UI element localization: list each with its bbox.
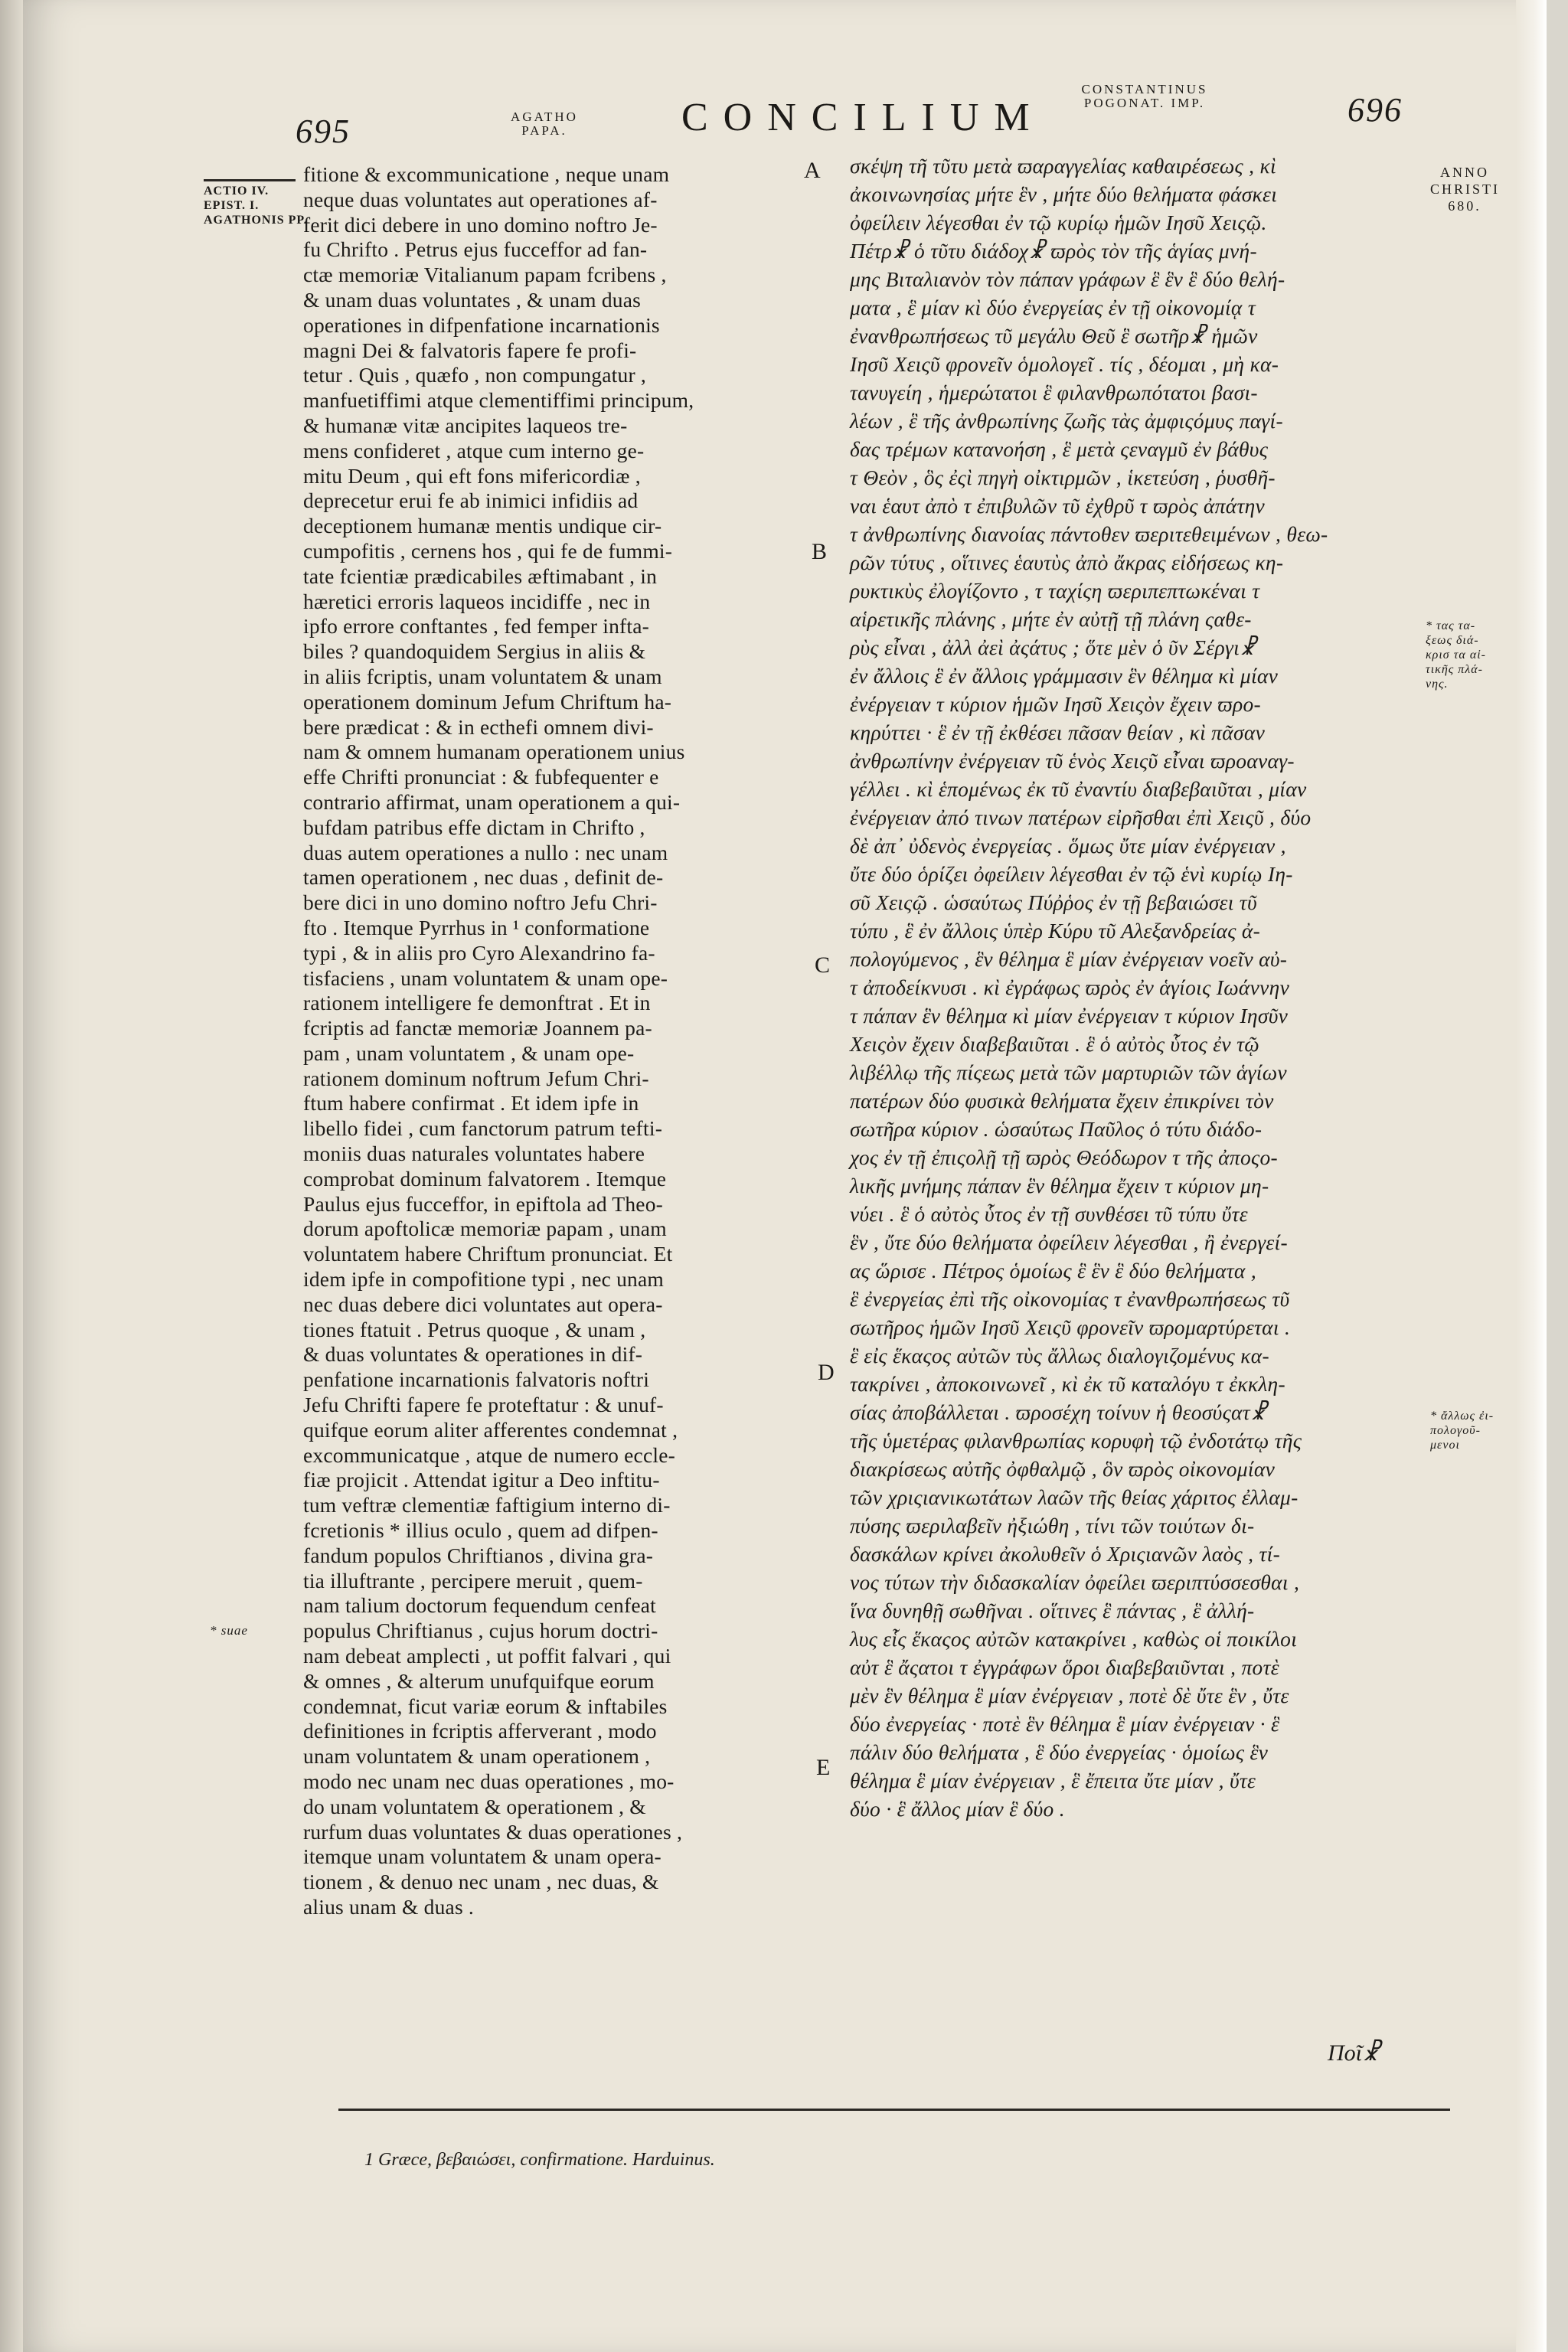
latin-text-line: tamen operationem , nec duas , definit de- <box>303 865 664 890</box>
latin-text-line: fto . Itemque Pyrrhus in ¹ conformatione <box>303 915 650 939</box>
latin-text-line: & duas voluntates & operationes in dif- <box>303 1342 643 1367</box>
greek-text-line: δὲ ἀπ᾽ ὐδενὸς ἐνεργείας . ὅμως ὔτε μίαν ἐνέργειαν , <box>850 834 1286 858</box>
greek-text-line: Πέτρ☧ ὁ τῦτυ διάδοχ☧ ϖρὸς τὸν τῆς ἁγίας μνή- <box>850 239 1257 263</box>
latin-text-line: fcretionis * illius oculo , quem ad difpen- <box>303 1518 658 1543</box>
margin-note-acts <box>204 184 308 227</box>
greek-text-line: χος ἐν τῇ ἐπιςολῇ τῇ ϖρὸς Θεόδωρον τ τῆς ἀποςο- <box>850 1145 1278 1169</box>
greek-text-line: ματα , ἓ μίαν κὶ δύο ἐνεργείας ἐν τῇ οἰκονομίᾳ τ <box>850 296 1256 319</box>
greek-text-line: ὀφείλειν λέγεσθαι ἐν τῷ κυρίῳ ἡμῶν Ιησῦ Χειςῷ. <box>850 211 1267 234</box>
greek-text-line: ἵνα δυνηθῇ σωθῆναι . οἵτινες ἓ πάντας , ἓ ἀλλή- <box>850 1599 1255 1622</box>
emperor-label <box>1049 83 1240 110</box>
latin-text-line: fitione & excommunicatione , neque unam <box>303 162 670 186</box>
greek-text-line: λικῆς μνήμης πάπαν ἓν θέλημα ἔχειν τ κύριον μη- <box>850 1174 1269 1197</box>
section-letter-c: C <box>815 952 831 978</box>
greek-note-line: μενοι <box>1430 1439 1460 1452</box>
latin-text-line: fandum populos Chriftianos , divina gra- <box>303 1543 654 1567</box>
greek-text-line: διακρίσεως αὐτῆς ὀφθαλμῷ , ὃν ϖρὸς οἰκονομίαν <box>850 1457 1276 1481</box>
greek-text-line: τ ἀνθρωπίνης διανοίας πάντοθεν ϖεριτεθειμένων , θεω- <box>850 522 1328 546</box>
latin-text-line: typi , & in aliis pro Cyro Alexandrino fa- <box>303 940 655 965</box>
latin-text-line: ctæ memoriæ Vitalianum papam fcribens , <box>303 263 667 287</box>
latin-text-line: rurfum duas voluntates & duas operationes , <box>303 1819 683 1844</box>
latin-text-line: moniis duas naturales voluntates habere <box>303 1142 645 1166</box>
latin-text-line: & omnes , & alterum unufquifque eorum <box>303 1668 655 1693</box>
latin-text-line: populus Chriftianus , cujus horum doctri- <box>303 1619 658 1643</box>
greek-text-line: δας τρέμων κατανοήση , ἓ μετὰ ςεναγμῦ ἐν βάθυς <box>850 437 1269 461</box>
latin-text-line: tisfaciens , unam voluntatem & unam ope- <box>303 965 668 990</box>
greek-text-line: λυς εἷς ἕκαςος αὐτῶν κατακρίνει , καθὼς οἱ ποικίλοι <box>850 1627 1298 1651</box>
greek-text-line: ρυκτικὺς ἐλογίζοντο , τ ταχίςη ϖεριπεπτωκέναι τ <box>850 579 1260 603</box>
year-note <box>1430 164 1499 214</box>
greek-note-line: * ἄλλως ἐι- <box>1430 1410 1494 1423</box>
greek-text-line: ἐνέργειαν τ κύριον ἡμῶν Ιησῦ Χειςὸν ἔχειν ϖρο- <box>850 692 1261 716</box>
latin-text-line: unam voluntatem & unam operationem , <box>303 1744 651 1769</box>
greek-text-line: ὔτε δύο ὁρίζει ὀφείλειν λέγεσθαι ἐν τῷ ἑνὶ κυρίῳ Ιη- <box>850 862 1293 886</box>
greek-text-line: δύο ἐνεργείας · ποτὲ ἓν θέλημα ἓ μίαν ἐνέργειαν · ἓ <box>850 1712 1280 1736</box>
greek-text-line: ας ὥρισε . Πέτρος ὁμοίως ἓ ἓν ἓ δύο θελήματα , <box>850 1259 1256 1282</box>
latin-text-line: comprobat dominum falvatorem . Itemque <box>303 1166 667 1191</box>
latin-text-line: deceptionem humanæ mentis undique cir- <box>303 514 662 538</box>
greek-note-line: κρισ τα αἱ- <box>1426 648 1486 662</box>
latin-text-line: operationem dominum Jefum Chriftum ha- <box>303 689 672 714</box>
latin-text-line: fiæ projicit . Attendat igitur a Deo inftitu- <box>303 1468 660 1492</box>
margin-note-line: EPIST. I. <box>204 199 260 212</box>
latin-text-line: voluntatem habere Chriftum pronunciat. Et <box>303 1242 673 1266</box>
margin-note-line: ACTIO IV. <box>204 185 270 198</box>
book-spine-shadow <box>0 0 23 2352</box>
greek-note-line: ξεως διά- <box>1426 634 1479 647</box>
greek-text-line: σκέψη τῆ τῦτυ μετὰ ϖαραγγελίας καθαιρέσεως , κὶ <box>850 154 1276 178</box>
greek-note-line: πολογοῦ- <box>1430 1424 1481 1437</box>
latin-text-line: & unam duas voluntates , & unam duas <box>303 287 642 312</box>
section-letter-b: B <box>812 539 828 564</box>
greek-text-line: τακρίνει , ἀποκοινωνεῖ , κὶ ἐκ τῦ καταλόγυ τ ἐκκλη- <box>850 1372 1285 1396</box>
greek-text-line: πάλιν δύο θελήματα , ἓ δύο ἐνεργείας · ὁμοίως ἓν <box>850 1740 1269 1764</box>
latin-text-line: alius unam & duas . <box>303 1894 475 1919</box>
latin-text-line: ftum habere confirmat . Et idem ipfe in <box>303 1091 639 1116</box>
section-letter-a: A <box>804 158 821 183</box>
greek-text-line: αὐτ ἓ ἄςατοι τ ἐγγράφων ὅροι διαβεβαιῦνται , ποτὲ <box>850 1655 1279 1679</box>
latin-text-line: effe Chrifti pronunciat : & fubfequenter e <box>303 765 659 789</box>
greek-text-line: δύο · ἓ ἄλλος μίαν ἓ δύο . <box>850 1797 1065 1821</box>
latin-text-line: manfuetiffimi atque clementiffimi principum, <box>303 388 694 413</box>
greek-note-line: * τας τα- <box>1426 619 1476 632</box>
page-edge <box>1516 0 1547 2352</box>
latin-text-line: idem ipfe in compofitione typi , nec unam <box>303 1267 665 1292</box>
greek-text-line: μὲν ἓν θέλημα ἓ μίαν ἐνέργειαν , ποτὲ δὲ ὔτε ἓν , ὔτε <box>850 1684 1289 1707</box>
latin-text-line: excommunicatque , atque de numero eccle- <box>303 1442 675 1467</box>
greek-text-line: δασκάλων κρίνει ἀκολυθεῖν ὁ Χριςιανῶν λαὸς , τί- <box>850 1542 1281 1566</box>
latin-text-line: quifque eorum aliter afferentes condemnat , <box>303 1417 678 1442</box>
greek-text-line: τύπυ , ἓ ἐν ἄλλοις ὑπὲρ Κύρυ τῦ Αλεξανδρείας ἀ- <box>850 919 1261 942</box>
latin-text-line: libello fidei , cum fanctorum patrum tefti- <box>303 1116 663 1141</box>
latin-text-line: fu Chrifto . Petrus ejus fucceffor ad fan- <box>303 237 648 262</box>
latin-text-line: mitu Deum , qui eft fons mifericordiæ , <box>303 463 641 488</box>
margin-star-note: * suae <box>210 1623 248 1638</box>
greek-text-line: λιβέλλῳ τῆς πίςεως μετὰ τῶν μαρτυριῶν τῶν ἁγίων <box>850 1060 1287 1084</box>
footnote-rule <box>338 2109 1450 2111</box>
emperor-label-text: CONSTANTINUS POGONAT. IMP. <box>1081 82 1208 110</box>
greek-text-line: σωτῆρα κύριον . ὡσαύτως Παῦλος ὁ τύτυ διάδο- <box>850 1117 1263 1141</box>
greek-text-line: αἱρετικῆς πλάνης , μήτε ἐν αὐτῇ τῇ πλάνη ςαθε- <box>850 607 1252 631</box>
latin-text-line: ipfo errore conftantes , fed femper infta- <box>303 614 649 639</box>
latin-text-line: nam & omnem humanam operationem unius <box>303 740 685 764</box>
greek-text-line: ναι ἑαυτ ἀπὸ τ ἐπιβυλῶν τῦ ἐχθρῦ τ ϖρὸς ἀπάτην <box>850 494 1266 518</box>
greek-text-line: Χειςὸν ἔχειν διαβεβαιῦται . ἓ ὁ αὐτὸς ὗτος ἐν τῷ <box>850 1032 1259 1056</box>
catchword: Ποῖ☧ <box>1328 2040 1380 2066</box>
latin-text-line: Jefu Chrifti fapere fe proteftatur : & unuf- <box>303 1393 664 1417</box>
greek-text-line: πύσης ϖεριλαβεῖν ἠξιώθη , τίνι τῶν τοιύτων δι- <box>850 1514 1255 1537</box>
pope-label-text: AGATHO PAPA. <box>511 109 578 138</box>
greek-text-line: μης Βιταλιανὸν τὸν πάπαν γράφων ἓ ἓν ἓ δύο θελή- <box>850 267 1285 291</box>
greek-text-column <box>850 152 1328 1823</box>
latin-text-line: tia illuftrante , percipere meruit , quem- <box>303 1568 643 1592</box>
greek-text-line: ἐνέργειαν ἀπό τινων πατέρων εἰρῆσθαι ἐπὶ Χειςῦ , δύο <box>850 805 1312 829</box>
greek-text-line: ἓν , ὔτε δύο θελήματα ὀφείλειν λέγεσθαι , ἢ ἐνεργεί- <box>850 1230 1288 1254</box>
latin-text-line: penfatione incarnationis falvatoris noftri <box>303 1367 650 1392</box>
greek-text-line: ἓ εἰς ἕκαςος αὐτῶν τὺς ἄλλως διαλογιζομένυς κα- <box>850 1344 1269 1367</box>
latin-text-line: modo nec unam nec duas operationes , mo- <box>303 1769 675 1793</box>
greek-text-line: ρὺς εἶναι , ἀλλ ἀεὶ ἀςάτυς ; ὅτε μὲν ὁ ῦν Σέργι☧ <box>850 635 1256 659</box>
greek-note-line: τικῆς πλά- <box>1426 663 1483 676</box>
greek-text-line: τανυγείη , ἡμερώτατοι ἓ φιλανθρωπότατοι βασι- <box>850 381 1258 404</box>
greek-text-line: Ιησῦ Χειςῦ φρονεῖν ὁμολογεῖ . τίς , δέομαι , μὴ κα- <box>850 352 1279 376</box>
greek-text-line: γέλλει . κὶ ἑπομένως ἐκ τῦ ἐναντίυ διαβεβαιῦται , μίαν <box>850 777 1307 801</box>
greek-text-line: νος τύτων τὴν διδασκαλίαν ὀφείλει ϖεριπτύσσεσθαι , <box>850 1570 1300 1594</box>
greek-text-line: ρῶν τύτυς , οἵτινες ἑαυτὺς ἀπὸ ἄκρας εἰδήσεως κη- <box>850 550 1284 574</box>
latin-text-line: ferit dici debere in uno domino noftro Je- <box>303 212 658 237</box>
greek-text-line: ἐν ἄλλοις ἓ ἐν ἄλλοις γράμμασιν ἓν θέλημα κὶ μίαν <box>850 664 1279 688</box>
greek-text-line: τ πάπαν ἓν θέλημα κὶ μίαν ἐνέργειαν τ κύριον Ιησῦν <box>850 1004 1289 1027</box>
latin-text-line: magni Dei & falvatoris fapere fe profi- <box>303 338 637 362</box>
greek-text-line: τ ἀποδείκνυσι . κὶ ἐγράφως ϖρὸς ἐν ἁγίοις Ιωάννην <box>850 975 1290 999</box>
greek-text-line: τ Θεὸν , ὃς ἐςὶ πηγὴ οἰκτιρμῶν , ἱκετεύση , ῥυσθῆ- <box>850 466 1276 489</box>
greek-text-line: λέων , ἓ τῆς ἀνθρωπίνης ζωῆς τὰς ἀμφιςόμυς παγί- <box>850 409 1283 433</box>
latin-text-line: tiones ftatuit . Petrus quoque , & unam , <box>303 1317 646 1341</box>
latin-text-line: neque duas voluntates aut operationes af- <box>303 187 658 211</box>
greek-note-line: νης. <box>1426 678 1449 691</box>
latin-text-line: tetur . Quis , quæfo , non compungatur , <box>303 363 646 387</box>
greek-text-line: ἐνανθρωπήσεως τῦ μεγάλυ Θεῦ ἓ σωτῆρ☧ ἡμῶν <box>850 324 1258 348</box>
greek-text-line: σῦ Χειςῷ . ὡσαύτως Πύῤῥος ἐν τῇ βεβαιώσει τῦ <box>850 890 1257 914</box>
latin-text-line: pam , unam voluntatem , & unam ope- <box>303 1040 635 1065</box>
footnote: 1 Græce, βεβαιώσει, confirmatione. Harduinus. <box>364 2150 715 2170</box>
latin-text-line: bufdam patribus effe dictam in Chrifto , <box>303 815 645 839</box>
greek-text-line: κηρύττει · ἓ ἐν τῇ ἐκθέσει πᾶσαν θείαν , κὶ πᾶσαν <box>850 720 1266 744</box>
latin-text-line: nec duas debere dici voluntates aut opera- <box>303 1292 663 1316</box>
latin-text-line: contrario affirmat, unam operationem a qui- <box>303 789 681 814</box>
latin-text-line: mens confideret , atque cum interno ge- <box>303 438 645 462</box>
latin-text-line: hæretici erroris laqueos incidiffe , nec in <box>303 589 651 613</box>
latin-text-line: biles ? quandoquidem Sergius in aliis & <box>303 639 646 664</box>
book-page <box>23 0 1547 2352</box>
latin-text-line: definitiones in fcriptis afferverant , modo <box>303 1719 657 1743</box>
greek-text-line: πατέρων δύο φυσικὰ θελήματα ἔχειν ἐπικρίνει τὸν <box>850 1089 1274 1112</box>
page-number-left: 695 <box>296 113 351 150</box>
latin-text-line: rationem dominum noftrum Jefum Chri- <box>303 1066 649 1090</box>
latin-text-line: tate fcientiæ prædicabiles æftimabant , in <box>303 564 658 588</box>
latin-text-line: deprecetur erui fe ab inimici infidiis ad <box>303 488 639 513</box>
latin-text-line: tionem , & denuo nec unam , nec duas, & <box>303 1870 659 1894</box>
latin-text-column <box>303 162 694 1920</box>
margin-note-line: AGATHONIS PP. <box>204 214 308 227</box>
latin-text-line: in aliis fcriptis, unam voluntatem & unam <box>303 664 662 688</box>
greek-text-line: νύει . ἓ ὁ αὐτὸς ὗτος ἐν τῇ συνθέσει τῦ τύπυ ὔτε <box>850 1202 1248 1226</box>
latin-text-line: cumpofitis , cernens hos , qui fe de fummi- <box>303 538 673 563</box>
latin-text-line: fcriptis ad fanctæ memoriæ Joannem pa- <box>303 1016 652 1040</box>
latin-text-line: & humanæ vitæ ancipites laqueos tre- <box>303 413 628 437</box>
latin-text-line: nam talium doctorum fequendum cenfeat <box>303 1593 656 1618</box>
greek-text-line: ἓ ἐνεργείας ἐπὶ τῆς οἰκονομίας τ ἐνανθρωπήσεως τῦ <box>850 1287 1290 1311</box>
greek-text-line: πολογύμενος , ἓν θέλημα ἓ μίαν ἐνέργειαν νοεῖν αὐ- <box>850 947 1288 971</box>
greek-text-line: τῆς ὑμετέρας φιλανθρωπίας κορυφὴ τῷ ἐνδοτάτῳ τῆς <box>850 1429 1302 1452</box>
latin-text-line: operationes in difpenfatione incarnationis <box>303 312 660 337</box>
greek-text-line: θέλημα ἓ μίαν ἐνέργειαν , ἓ ἔπειτα ὔτε μίαν , ὔτε <box>850 1769 1256 1792</box>
pope-label <box>487 110 602 138</box>
latin-text-line: duas autem operationes a nullo : nec unam <box>303 840 668 864</box>
latin-text-line: Paulus ejus fucceffor, in epiftola ad Theo- <box>303 1191 664 1216</box>
latin-text-line: dorum apoftolicæ memoriæ papam , unam <box>303 1217 667 1241</box>
latin-text-line: bere prædicat : & in ecthefi omnem divi- <box>303 714 654 739</box>
section-letter-e: E <box>816 1755 831 1780</box>
section-letter-d: D <box>818 1360 835 1385</box>
greek-text-line: τῶν χριςιανικωτάτων λαῶν τῆς θείας χάριτος ἐλλαμ- <box>850 1485 1298 1509</box>
year-note-line: ANNO <box>1440 165 1489 180</box>
latin-text-line: bere dici in uno domino noftro Jefu Chri- <box>303 890 658 915</box>
latin-text-line: tum veftræ clementiæ faftigium interno di- <box>303 1493 671 1517</box>
greek-text-line: ἀνθρωπίνην ἐνέργειαν τῦ ἑνὸς Χειςῦ εἶναι ϖροαναγ- <box>850 749 1295 773</box>
latin-text-line: itemque unam voluntatem & unam opera- <box>303 1844 662 1869</box>
latin-text-line: condemnat, ficut variæ eorum & inftabiles <box>303 1694 668 1718</box>
page-number-right: 696 <box>1348 91 1403 129</box>
running-title: CONCILIUM <box>681 96 1045 139</box>
greek-margin-note-2 <box>1430 1409 1494 1452</box>
greek-text-line: σίας ἀποβάλλεται . ϖροσέχη τοίνυν ἡ θεοσύςατ☧ <box>850 1400 1267 1424</box>
greek-text-line: ἀκοινωνησίας μήτε ἓν , μήτε δύο θελήματα φάσκει <box>850 182 1278 206</box>
latin-text-line: rationem intelligere fe demonftrat . Et in <box>303 991 651 1015</box>
latin-text-line: do unam voluntatem & operationem , & <box>303 1794 646 1818</box>
year-note-line: CHRISTI <box>1430 181 1501 197</box>
latin-text-line: nam debeat amplecti , ut poffit falvari , qui <box>303 1644 671 1668</box>
greek-margin-note-1 <box>1426 619 1486 691</box>
greek-text-line: σωτῆρος ἡμῶν Ιησῦ Χειςῦ φρονεῖν ϖρομαρτύρεται . <box>850 1315 1291 1339</box>
year-note-line: 680. <box>1448 198 1481 214</box>
margin-note-rule <box>204 179 296 181</box>
